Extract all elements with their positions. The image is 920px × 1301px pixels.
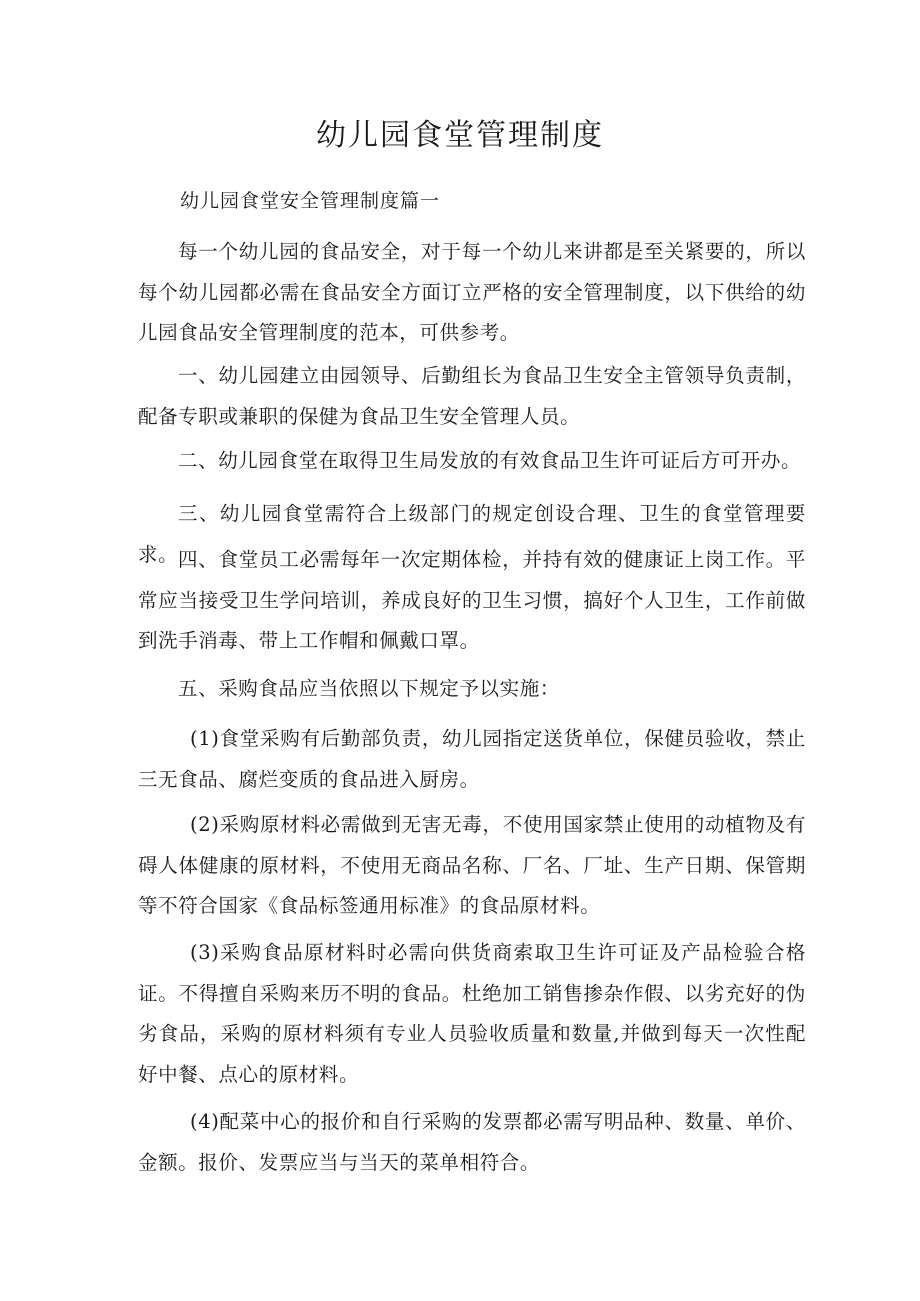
paragraph-item-4: 四、食堂员工必需每年一次定期体检，并持有效的健康证上岗工作。平常应当接受卫生学问培训，养成良好的卫生习惯，搞好个人卫生，工作前做到洗手消毒、带上工作帽和佩戴口罩。 <box>138 548 806 652</box>
paragraph-subitem-4: (4)配菜中心的报价和自行采购的发票都必需写明品种、数量、单价、金额。报价、发票应当与当天的菜单相符合。 <box>138 1110 806 1174</box>
paragraph-item-2: 二、幼儿园食堂在取得卫生局发放的有效食品卫生许可证后方可开办。 <box>178 449 802 472</box>
paragraph-item-3: 三、幼儿园食堂需符合上级部门的规定创设合理、卫生的食堂管理要求。 <box>138 502 806 566</box>
paragraph-subitem-1: (1)食堂采购有后勤部负责，幼儿园指定送货单位，保健员验收，禁止三无食品、腐烂变质的食品进入厨房。 <box>138 727 806 791</box>
paragraph-subitem-3: (3)采购食品原材料时必需向供货商索取卫生许可证及产品检验合格证。不得擅自采购来历不明的食品。杜绝加工销售掺杂作假、以劣充好的伪劣食品，采购的原材料须有专业人员验收质量和数量,并做到每天一次性配好中餐、点心的原材料。 <box>138 941 806 1086</box>
paragraph-item-5: 五、采购食品应当依照以下规定予以实施： <box>178 677 560 700</box>
document-subtitle: 幼儿园食堂安全管理制度篇一 <box>180 190 441 212</box>
paragraph-intro: 每一个幼儿园的食品安全，对于每一个幼儿来讲都是至关紧要的，所以每个幼儿园都必需在食品安全方面订立严格的安全管理制度，以下供给的幼儿园食品安全管理制度的范本，可供参考。 <box>138 240 806 344</box>
paragraph-item-1: 一、幼儿园建立由园领导、后勤组长为食品卫生安全主管领导负责制，配备专职或兼职的保健为食品卫生安全管理人员。 <box>138 364 806 428</box>
document-title: 幼儿园食堂管理制度 <box>316 118 604 153</box>
paragraph-subitem-2: (2)采购原材料必需做到无害无毒，不使用国家禁止使用的动植物及有碍人体健康的原材料，不使用无商品名称、厂名、厂址、生产日期、保管期等不符合国家《食品标签通用标准》的食品原材料。 <box>138 813 806 917</box>
